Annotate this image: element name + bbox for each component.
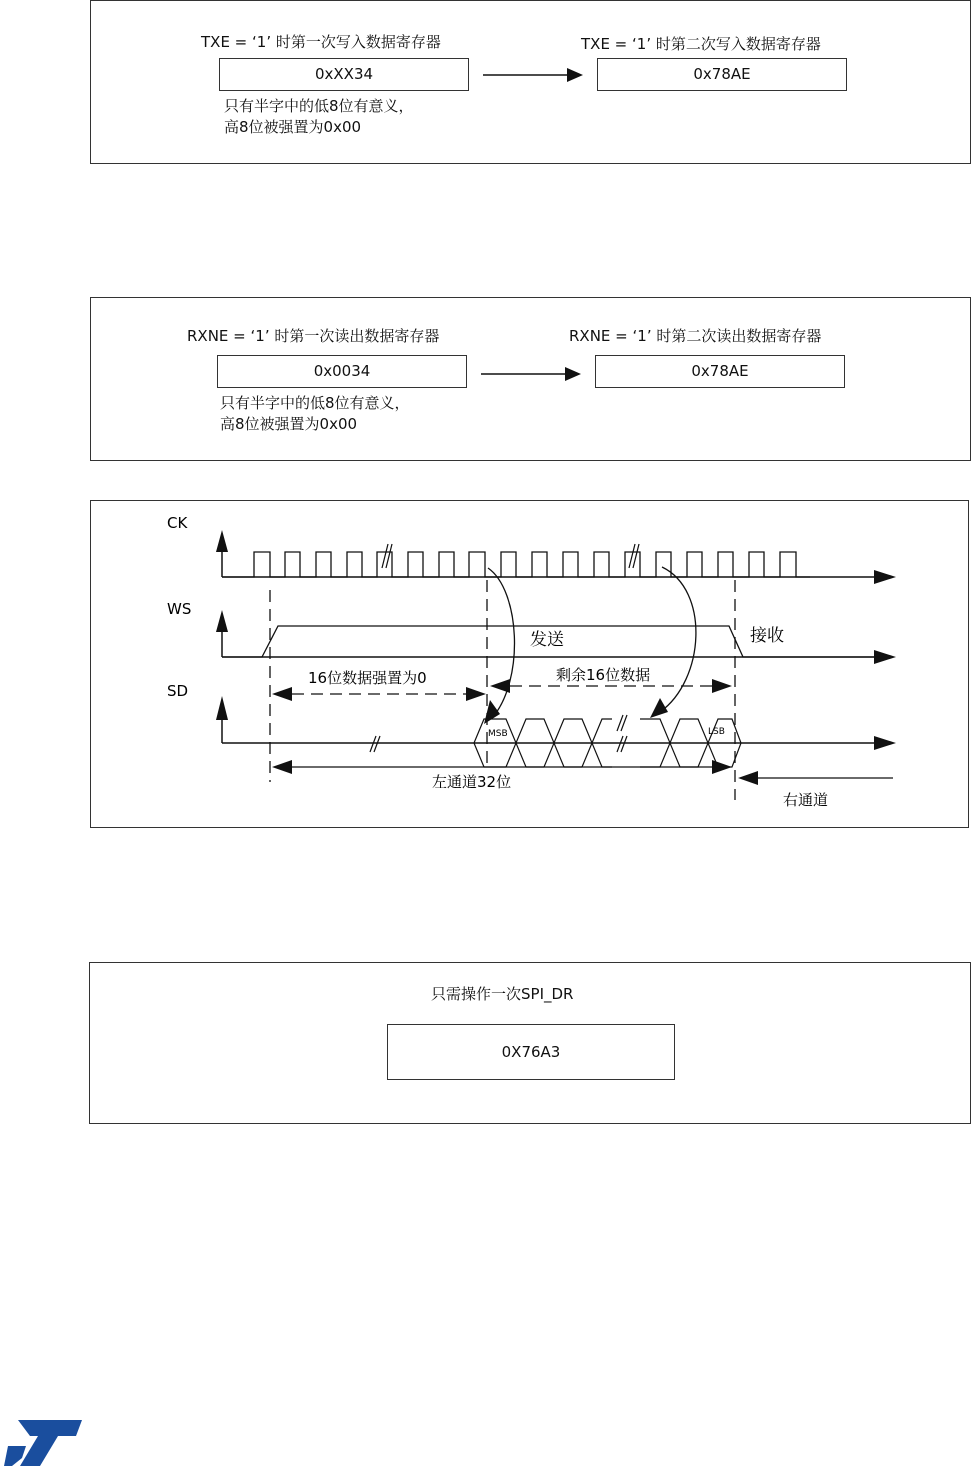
forced-zero-span-arrow: [272, 687, 486, 701]
ck-label: CK: [167, 514, 188, 532]
tx-second-value-box: 0x78AE: [597, 58, 847, 91]
ck-axis: [216, 530, 896, 584]
msb-label: MSB: [488, 729, 508, 739]
left-channel-span-arrow: [272, 760, 732, 774]
tx-second-write-label: TXE = ‘1’ 时第二次写入数据寄存器: [581, 35, 821, 53]
rx-note-line1: 只有半字中的低8位有意义，: [220, 394, 410, 412]
sd-label: SD: [167, 682, 189, 700]
left-channel-label: 左通道32位: [432, 773, 512, 791]
st-logo: [4, 1416, 86, 1468]
lsb-label: LSB: [708, 727, 725, 737]
receive-label: 接收: [750, 626, 784, 646]
right-channel-arrow: [738, 771, 893, 785]
spi-dr-label: 只需操作一次SPI_DR: [431, 985, 574, 1003]
spi-dr-value-box: 0X76A3: [387, 1024, 675, 1080]
msb-curve-arrow: [488, 568, 514, 718]
ws-label: WS: [167, 600, 192, 618]
spi-dr-panel: [89, 962, 971, 1124]
rx-first-value-box: 0x0034: [217, 355, 467, 388]
tx-note-line2: 高8位被强置为0x00: [224, 118, 362, 136]
tx-first-value-box: 0xXX34: [219, 58, 469, 91]
right-channel-label: 右通道: [783, 791, 829, 809]
lsb-curve-arrow: [660, 567, 696, 712]
rx-first-read-label: RXNE = ‘1’ 时第一次读出数据寄存器: [187, 327, 440, 345]
tx-first-write-label: TXE = ‘1’ 时第一次写入数据寄存器: [201, 33, 441, 51]
remaining-bits-label: 剩余16位数据: [556, 666, 651, 684]
ck-break-marks: [382, 544, 639, 568]
send-label: 发送: [530, 630, 564, 650]
forced-zero-label: 16位数据强置为0: [308, 669, 427, 687]
ck-waveform: [222, 552, 810, 577]
rx-second-read-label: RXNE = ‘1’ 时第二次读出数据寄存器: [569, 327, 822, 345]
lsb-curve-arrowhead: [650, 698, 668, 718]
tx-note-line1: 只有半字中的低8位有意义，: [224, 97, 414, 115]
sd-axis: [216, 696, 896, 750]
rx-note-line2: 高8位被强置为0x00: [220, 415, 358, 433]
rx-second-value-box: 0x78AE: [595, 355, 845, 388]
